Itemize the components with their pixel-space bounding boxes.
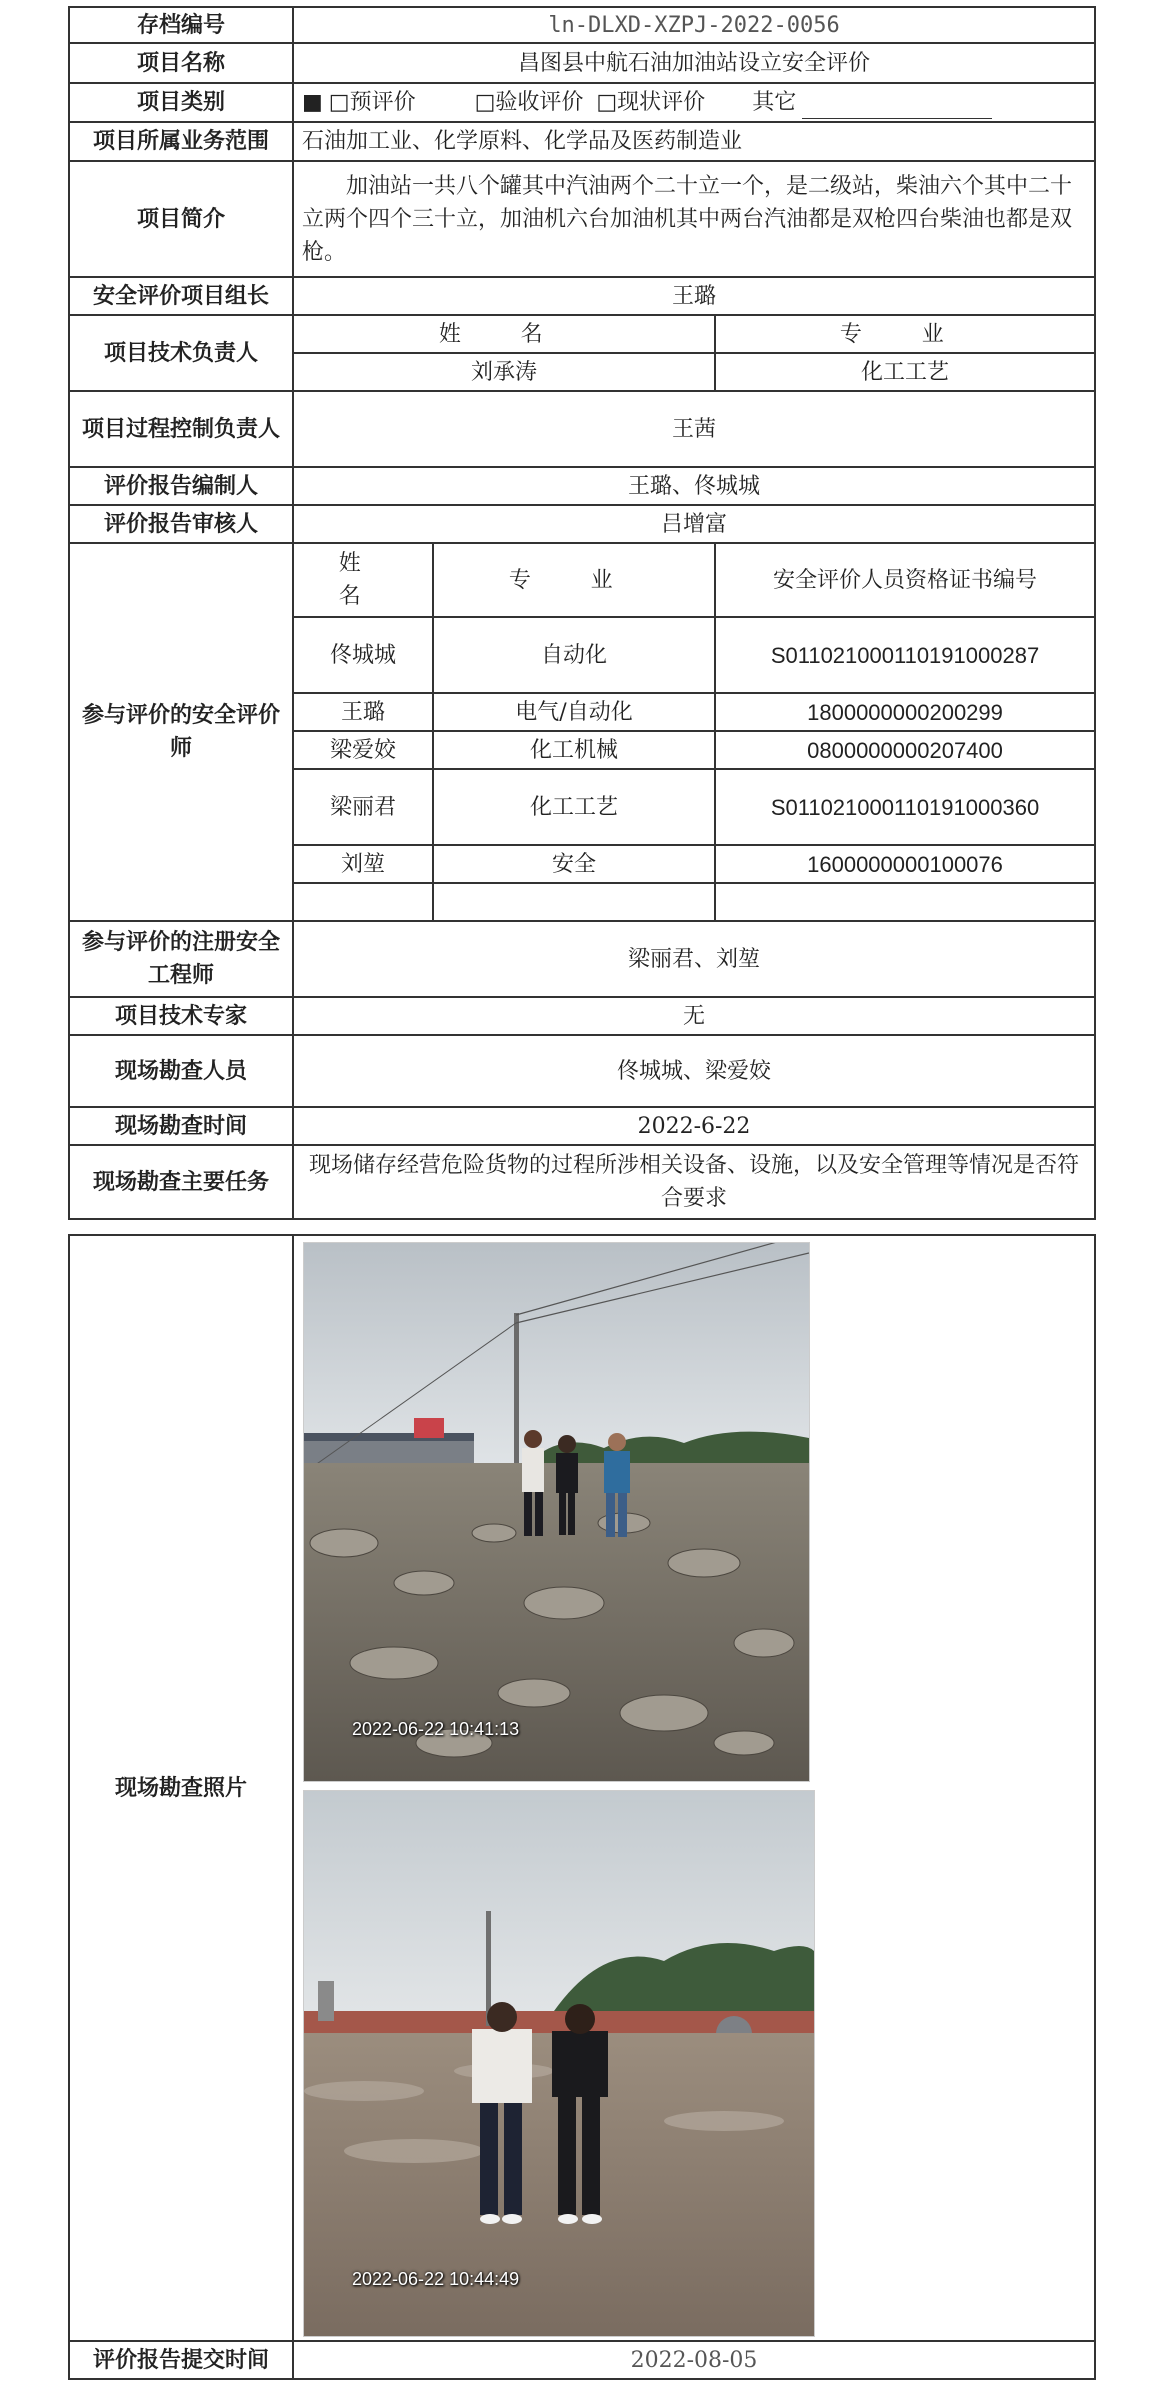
evaluator-name: 梁丽君 (293, 769, 433, 845)
photo-1-timestamp: 2022-06-22 10:41:13 (352, 1719, 520, 1739)
site-photo-1 (303, 1242, 810, 1782)
tech-expert-value: 无 (293, 997, 1095, 1035)
process-control-label: 项目过程控制负责人 (69, 391, 293, 467)
row-project-intro (69, 161, 1095, 277)
project-type-label: 项目类别 (69, 83, 293, 122)
evaluators-col-major: 专 业 (433, 543, 715, 617)
project-name-value: 昌图县中航石油加油站设立安全评价 (293, 43, 1095, 83)
row-submit-date (69, 2341, 1095, 2379)
photo-2-timestamp: 2022-06-22 10:44:49 (352, 2269, 520, 2289)
row-site-staff (69, 1035, 1095, 1107)
business-scope-label: 项目所属业务范围 (69, 122, 293, 161)
tech-lead-label: 项目技术负责人 (69, 315, 293, 391)
evaluator-name: 王璐 (293, 693, 433, 731)
evaluators-col-name: 姓 名 (293, 543, 433, 617)
checkbox-filled-icon: ■ (302, 90, 323, 115)
site-photo-1-image (304, 1243, 809, 1781)
row-archive-no (69, 7, 1095, 43)
evaluator-major: 化工机械 (433, 731, 715, 769)
archive-no-label: 存档编号 (69, 7, 293, 43)
process-control-value: 王茜 (293, 391, 1095, 467)
row-tech-lead-head (69, 315, 1095, 353)
site-photo-2 (303, 1790, 815, 2337)
project-type-options (293, 83, 1095, 122)
business-scope-value: 石油加工业、化学原料、化学品及医药制造业 (293, 122, 1095, 161)
evaluator-name: 佟城城 (293, 617, 433, 693)
tech-lead-major: 化工工艺 (715, 353, 1095, 391)
site-staff-label: 现场勘查人员 (69, 1035, 293, 1107)
report-reviewer-value: 吕增富 (293, 505, 1095, 543)
evaluators-col-cert: 安全评价人员资格证书编号 (715, 543, 1095, 617)
row-report-author (69, 467, 1095, 505)
option-pre-eval: □预评价 (328, 90, 416, 115)
tech-lead-col-name: 姓 名 (293, 315, 715, 353)
row-process-control (69, 391, 1095, 467)
project-intro-label: 项目简介 (69, 161, 293, 277)
project-name-label: 项目名称 (69, 43, 293, 83)
evaluator-major: 自动化 (433, 617, 715, 693)
tech-lead-name: 刘承涛 (293, 353, 715, 391)
option-other: 其它 (752, 90, 797, 115)
evaluator-cert: S011021000110191000287 (715, 617, 1095, 693)
evaluator-major: 化工工艺 (433, 769, 715, 845)
evaluator-name (293, 883, 433, 921)
row-team-leader (69, 277, 1095, 315)
evaluators-label: 参与评价的安全评价师 (69, 543, 293, 921)
evaluator-cert: S011021000110191000360 (715, 769, 1095, 845)
row-business-scope (69, 122, 1095, 161)
tech-expert-label: 项目技术专家 (69, 997, 293, 1035)
site-staff-value: 佟城城、梁爱姣 (293, 1035, 1095, 1107)
row-project-type (69, 83, 1095, 122)
option-status-quo: □现状评价 (596, 90, 706, 115)
evaluator-major: 电气/自动化 (433, 693, 715, 731)
evaluator-major: 安全 (433, 845, 715, 883)
evaluator-cert: 0800000000207400 (715, 731, 1095, 769)
archive-no-value: ln-DLXD-XZPJ-2022-0056 (293, 7, 1095, 43)
row-evaluators-head (69, 543, 1095, 617)
site-date-value: 2022-6-22 (293, 1107, 1095, 1145)
submit-date-value: 2022-08-05 (293, 2341, 1095, 2379)
team-leader-value: 王璐 (293, 277, 1095, 315)
row-tech-expert (69, 997, 1095, 1035)
site-task-value: 现场储存经营危险货物的过程所涉相关设备、设施，以及安全管理等情况是否符合要求 (293, 1145, 1095, 1219)
site-date-label: 现场勘查时间 (69, 1107, 293, 1145)
site-task-label: 现场勘查主要任务 (69, 1145, 293, 1219)
submit-date-label: 评价报告提交时间 (69, 2341, 293, 2379)
tech-lead-col-major: 专 业 (715, 315, 1095, 353)
site-photo-2-image (304, 1791, 814, 2336)
evaluator-major (433, 883, 715, 921)
report-reviewer-label: 评价报告审核人 (69, 505, 293, 543)
registered-engineers-value: 梁丽君、刘堃 (293, 921, 1095, 997)
row-project-name (69, 43, 1095, 83)
report-author-value: 王璐、佟城城 (293, 467, 1095, 505)
row-report-reviewer (69, 505, 1095, 543)
evaluator-cert (715, 883, 1095, 921)
project-intro-value: 加油站一共八个罐其中汽油两个二十立一个，是二级站，柴油六个其中二十立两个四个三十立，加油机六台加油机其中两台汽油都是双枪四台柴油也都是双枪。 (293, 161, 1095, 277)
evaluator-cert: 1600000000100076 (715, 845, 1095, 883)
evaluator-cert: 1800000000200299 (715, 693, 1095, 731)
report-author-label: 评价报告编制人 (69, 467, 293, 505)
evaluator-name: 刘堃 (293, 845, 433, 883)
option-acceptance: □验收评价 (474, 90, 584, 115)
registered-engineers-label: 参与评价的注册安全工程师 (69, 921, 293, 997)
row-site-date (69, 1107, 1095, 1145)
evaluator-name: 梁爱姣 (293, 731, 433, 769)
row-site-task (69, 1145, 1095, 1219)
site-photos-label: 现场勘查照片 (69, 1235, 293, 2341)
other-blank-line (802, 96, 992, 119)
info-table (68, 6, 1096, 1220)
team-leader-label: 安全评价项目组长 (69, 277, 293, 315)
row-registered-engineers (69, 921, 1095, 997)
